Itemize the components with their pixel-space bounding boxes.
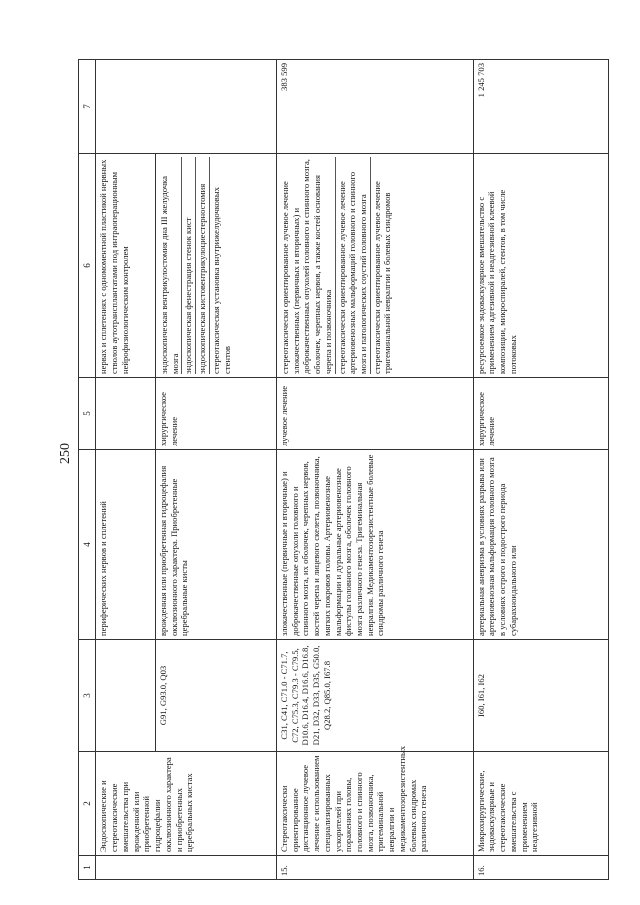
method-item: эндоскопическая кистовентрикулоциестерностомия: [195, 157, 208, 374]
services-table: [78, 59, 609, 880]
row-model-cell: злокачественные (первичные и вторичные) и доброкачественные опухоли головного и спинного мозга, их оболочек, черепных нервов, костей черепа и лицевого скелета, позвоночника, мягких покровов головы. Артериовенозные мальформации и дуральные артериовенозные фистулы головного мозга, оболочек головного мозга различного генеза. Тригеминальная невралгия. Медикаментозорезистентные болевые синдромы различного генеза: [276, 450, 473, 640]
col-header-3: 3: [79, 640, 96, 752]
header-row: [79, 60, 96, 880]
page-number: 250: [58, 443, 73, 464]
table-row-16: [473, 60, 608, 880]
method-item: стереотаксическая установка внутрижелудочковых стентов: [209, 157, 232, 374]
table-row-15: [276, 60, 473, 880]
method-item: эндоскопическая фенестрация стенок кист: [181, 157, 194, 374]
row-cost-cell: [96, 60, 276, 154]
col-header-6: 6: [79, 154, 96, 378]
row-cost-cell: 383 599: [276, 60, 473, 154]
row-name-cell: Эндоскопические и стереотаксические вмешательства при врожденной или приобретенной гидроцефалии окклюзионного характера и приобретенных церебральных кистах: [96, 752, 276, 856]
row-cost-cell: 1 245 703: [473, 60, 608, 154]
row-treat-cell: хирургическое лечение: [473, 378, 608, 450]
method-item: стереотаксически ориентированное лучевое лечение тригеминальной невралгии и болевых синдромов: [370, 157, 393, 374]
row-num-cell: [96, 856, 276, 880]
row-treat-cell: лучевое лечение: [276, 378, 473, 450]
method-item: стереотаксически ориентированное лучевое лечение злокачественных (первичных и вторичных) и доброкачественных опухолей головного и спинного мозга, оболочек, черепных нервов, а также костей основания черепа и позвоночника: [279, 159, 333, 374]
row-model-cell: артериальная аневризма в условиях разрыва или артериовенозная мальформация головного мозга в условиях острого и подострого периода субарахноидального или: [473, 450, 608, 640]
row-methods-cell: ресурсоемкое эндоваскулярное вмешательство с применением адгезивной и неадгезивной клеевой композиции, микроспиралей, стентов, в том числе потоковых: [473, 154, 608, 378]
row-methods-cell-top: нервах и сплетениях с одномоментной пластикой нервных стволов аутотрансплантатами под интраоперационным нейрофизиологическим контролем: [96, 154, 155, 378]
rotated-table-wrapper: [78, 60, 609, 880]
method-item: стереотаксически ориентированное лучевое лечение артериовенозных мальформаций головного и спинного мозга и патологических соустий головного мозга: [335, 157, 369, 374]
row-name-cell: Стереотаксически ориентированное дистанционное лучевое лечение с использованием специализированных ускорителей при поражениях головы, головного и спинного мозга, позвоночника, тригеминальной невралгии и медикаментозорезистентных болевых синдромах различного генеза: [276, 752, 473, 856]
row-codes-cell: C31, C41, C71.0 - C71.7, C72, C75.3, C79.3 - C79.5, D10.6, D16.4, D16.6, D16.8, D21, D32, D33, D35, G50.0, Q28.2, Q85.0, I67.8: [276, 640, 473, 752]
col-header-1: 1: [79, 856, 96, 880]
table-row-continuation-top: [96, 60, 155, 880]
row-name-cell: Микрохирургические, эндоваскулярные и стереотаксические вмешательства с применением неадгезивной: [473, 752, 608, 856]
col-header-4: 4: [79, 450, 96, 640]
row-codes-cell-top: [96, 640, 155, 752]
col-header-2: 2: [79, 752, 96, 856]
row-model-cell: врожденная или приобретенная гидроцефалия окклюзионного характера. Приобретенные церебральные кисты: [155, 450, 276, 640]
row-num-cell: 16.: [473, 856, 608, 880]
col-header-5: 5: [79, 378, 96, 450]
row-codes-cell: I60, I61, I62: [473, 640, 608, 752]
row-codes-cell: G91, G93.0, Q03: [155, 640, 276, 752]
row-treat-cell-top: [96, 378, 155, 450]
row-methods-cell: [276, 154, 473, 378]
row-num-cell: 15.: [276, 856, 473, 880]
col-header-7: 7: [79, 60, 96, 154]
row-model-cell-top: периферических нервов и сплетений: [96, 450, 155, 640]
method-item: эндоскопическая вентрикулостомия дна III желудочка мозга: [158, 176, 180, 374]
row-methods-cell: [155, 154, 276, 378]
row-treat-cell: хирургическое лечение: [155, 378, 276, 450]
